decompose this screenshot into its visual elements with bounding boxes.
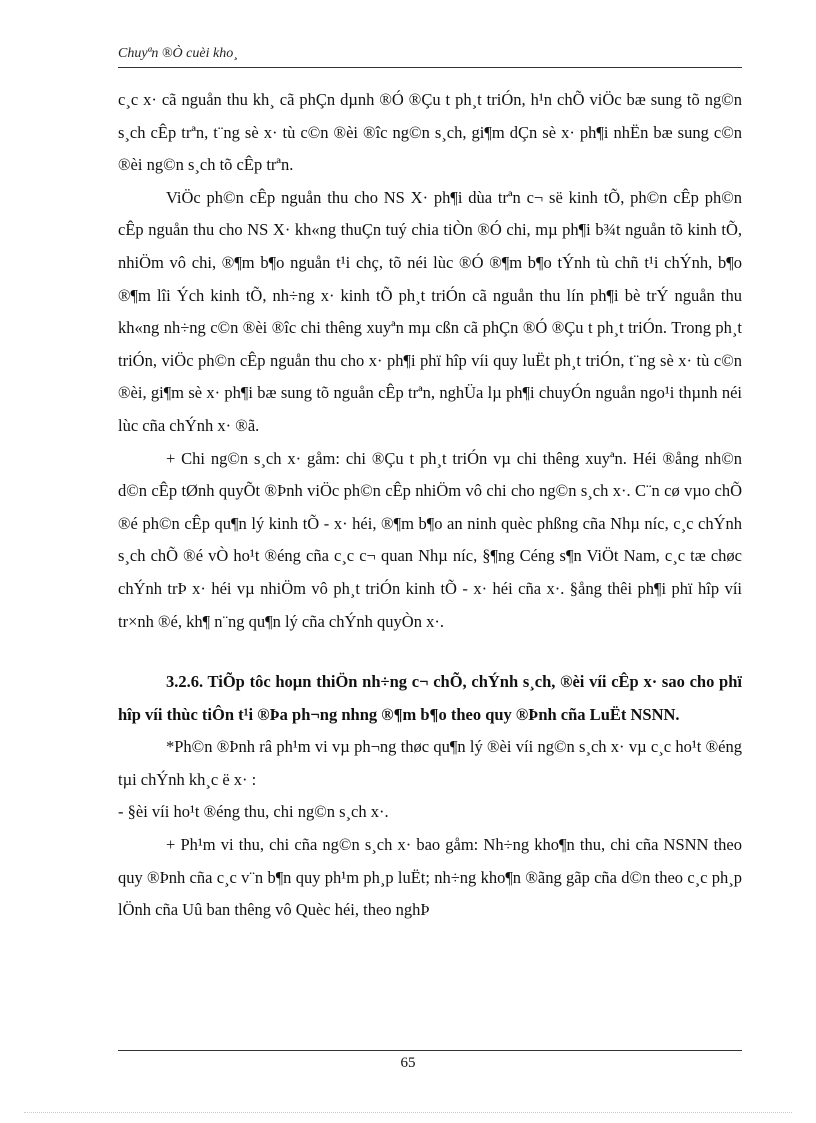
page-bottom-border [24,1112,792,1113]
header-divider [118,67,742,68]
paragraph-3: + Chi ng©n s¸ch x· gåm: chi ®Çu t ph¸t triÓn vµ chi thêng xuyªn. Héi ®ång nh©n d©n cÊp tØnh quyÕt ®Þnh viÖc ph©n cÊp nhiÖm vô chi cho ng©n s¸ch x·. C¨n cø vµo chÕ ®é ph©n cÊp qu¶n lý kinh tÕ - x· héi, ®¶m b¶o an ninh quèc phßng cña Nhµ níc, c¸c chÝnh s¸ch chÕ ®é vÒ ho¹t ®éng cña c¸c c¬ quan Nhµ níc, §¶ng Céng s¶n ViÖt Nam, c¸c tæ chøc chÝnh trÞ x· héi vµ nhiÖm vô ph¸t triÓn kinh tÕ - x· héi cña x·. §ång thêi ph¶i phï hîp víi tr×nh ®é, kh¶ n¨ng qu¶n lý cña chÝnh quyÒn x·. [118,448,742,631]
running-header: Chuyªn ®Ò cuèi kho¸ [118,46,238,61]
section-heading-3-2-6: 3.2.6. TiÕp tôc hoµn thiÖn nh÷ng c¬ chÕ, chÝnh s¸ch, ®èi víi cÊp x· sao cho phï hîp víi thùc tiÔn t¹i ®Þa ph¬ng nhng ®¶m b¶o theo quy ®Þnh cña LuËt NSNN. [118,672,742,724]
paragraph-1: c¸c x· cã nguån thu kh¸ cã phÇn dµnh ®Ó ®Çu t ph¸t triÓn, h¹n chÕ viÖc bæ sung tõ ng©n s¸ch cÊp trªn, t¨ng sè x· tù c©n ®èi ®îc ng©n s¸ch, gi¶m dÇn sè x· ph¶i nhËn bæ sung c©n ®èi ng©n s¸ch tõ cÊp trªn. [118,90,742,175]
paragraph-5: - §èi víi ho¹t ®éng thu, chi ng©n s¸ch x·. [118,802,389,822]
paragraph-2: ViÖc ph©n cÊp nguån thu cho NS X· ph¶i dùa trªn c¬ së kinh tÕ, ph©n cÊp ph©n cÊp nguån thu cho NS X· kh«ng thuÇn tuý chia tiÒn ®Ó chi, mµ ph¶i b¾t nguån tõ kinh tÕ, nhiÖm vô chi, ®¶m b¶o nguån t¹i chç, tõ néi lùc ®Ó ®¶m b¶o tÝnh tù chñ t¹i chÝnh, b¶o ®¶m lîi Ých kinh tÕ, nh÷ng x· kinh tÕ ph¸t triÓn cã nguån thu lín ph¶i bè trÝ nguån thu kh«ng nh÷ng c©n ®èi ®îc chi thêng xuyªn mµ cßn cã phÇn ®Ó ®Çu t ph¸t triÓn. Trong ph¸t triÓn, viÖc ph©n cÊp nguån thu cho x· ph¶i phï hîp víi quy luËt ph¸t triÓn, t¨ng sè x· tù c©n ®èi, gi¶m sè x· ph¶i bæ sung tõ nguån cÊp trªn, nghÜa lµ ph¶i chuyÓn nguån ngo¹i thµnh néi lùc cña chÝnh x· ®ã. [118,187,742,435]
paragraph-6: + Ph¹m vi thu, chi cña ng©n s¸ch x· bao gåm: Nh÷ng kho¶n thu, chi cña NSNN theo quy ®Þnh cña c¸c v¨n b¶n quy ph¹m ph¸p luËt; nh÷ng kho¶n ®ãng gãp cña d©n theo c¸c ph¸p lÖnh cña Uû ban thêng vô Quèc héi, theo nghÞ [118,835,742,920]
body-text [118,84,742,927]
paragraph-4: *Ph©n ®Þnh râ ph¹m vi vµ ph¬ng thøc qu¶n lý ®èi víi ng©n s¸ch x· vµ c¸c ho¹t ®éng tµi chÝnh kh¸c ë x· : [118,737,742,789]
footer-divider [118,1050,742,1051]
page-number: 65 [400,1055,416,1071]
